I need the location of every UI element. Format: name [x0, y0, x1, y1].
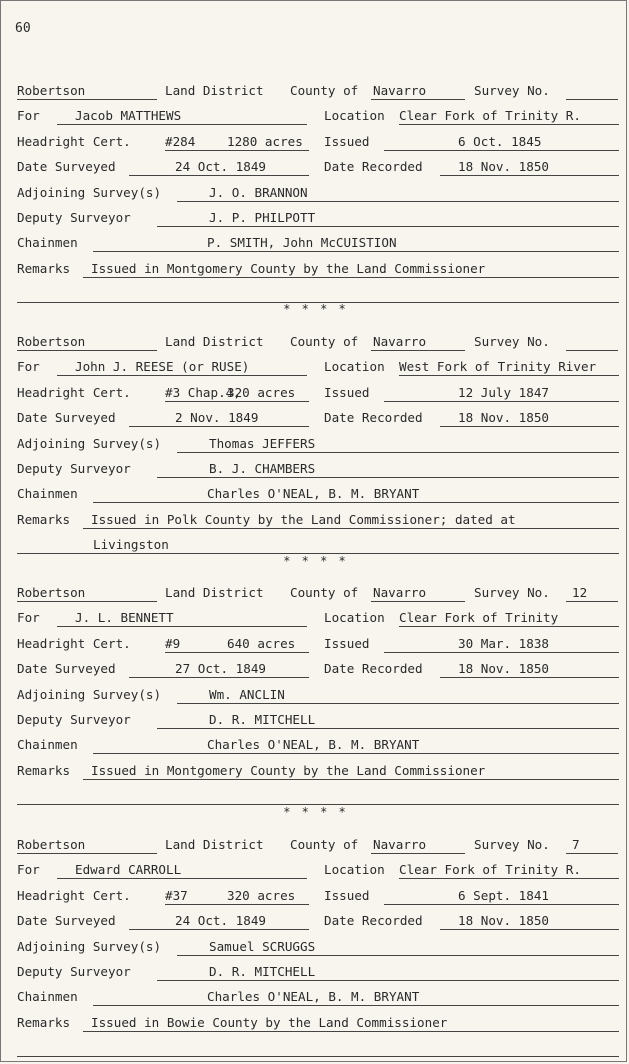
issued-line-value: 6 Oct. 1845 — [458, 133, 542, 149]
remarks-row — [17, 759, 619, 784]
county-label: County of — [290, 585, 359, 600]
deputy-row — [17, 457, 619, 482]
date-recorded-line-value: 18 Nov. 1850 — [458, 661, 549, 677]
issued-line — [384, 385, 619, 402]
district-label: Land District — [165, 585, 264, 600]
district-line-value: Robertson — [17, 837, 86, 852]
county-line-value: Navarro — [373, 83, 427, 98]
issued-label: Issued — [324, 133, 370, 149]
deputy-label: Deputy Surveyor — [17, 460, 131, 476]
chainmen-label: Chainmen — [17, 737, 78, 753]
date-recorded-line — [440, 159, 619, 176]
deputy-row — [17, 206, 619, 231]
district-label: Land District — [165, 837, 264, 852]
adjoining-label: Adjoining Survey(s) — [17, 938, 162, 954]
survey-no-line — [566, 334, 618, 351]
cert-number: #9 — [165, 635, 181, 651]
chainmen-row — [17, 231, 619, 256]
remarks-row — [17, 1011, 619, 1036]
adjoining-line-value: Samuel SCRUGGS — [209, 938, 316, 954]
survey-no-label: Survey No. — [474, 83, 550, 98]
cert-number: #3 Chap.4, — [165, 384, 241, 400]
issued-line — [384, 888, 619, 905]
adjoining-label: Adjoining Survey(s) — [17, 184, 162, 200]
location-line — [399, 108, 619, 125]
adjoining-row — [17, 181, 619, 206]
for-row — [17, 104, 619, 129]
for-row — [17, 355, 619, 380]
location-line-value: Clear Fork of Trinity R. — [399, 862, 581, 878]
deputy-line — [157, 461, 619, 478]
survey-record — [17, 833, 619, 1062]
adjoining-line — [177, 185, 619, 202]
cert-acres: 640 acres — [227, 635, 296, 651]
survey-record — [17, 79, 619, 308]
survey-record — [17, 330, 619, 559]
location-line — [399, 359, 619, 376]
for-line — [57, 610, 307, 627]
deputy-line-value: B. J. CHAMBERS — [209, 460, 316, 476]
location-line-value: Clear Fork of Trinity — [399, 610, 559, 626]
for-line — [57, 862, 307, 879]
survey-no-line-value: 12 — [572, 585, 588, 600]
for-line-value: John J. REESE (or RUSE) — [75, 359, 250, 375]
remarks-continuation-line — [17, 788, 619, 805]
dates-row — [17, 909, 619, 934]
remarks-line-value: Issued in Montgomery County by the Land Commissioner — [91, 260, 486, 276]
chainmen-line-value: Charles O'NEAL, B. M. BRYANT — [207, 989, 420, 1005]
adjoining-row — [17, 683, 619, 708]
district-label: Land District — [165, 83, 264, 98]
deputy-line-value: D. R. MITCHELL — [209, 711, 316, 727]
remarks-row — [17, 257, 619, 282]
remarks-line — [83, 512, 619, 529]
page-number: 60 — [15, 21, 31, 36]
for-row — [17, 858, 619, 883]
adjoining-line — [177, 687, 619, 704]
deputy-label: Deputy Surveyor — [17, 209, 131, 225]
district-line — [17, 83, 157, 100]
chainmen-row — [17, 985, 619, 1010]
district-line — [17, 837, 157, 854]
county-line — [371, 837, 465, 854]
issued-line — [384, 134, 619, 151]
adjoining-row — [17, 935, 619, 960]
location-label: Location — [324, 862, 385, 878]
deputy-row — [17, 960, 619, 985]
county-line — [371, 83, 465, 100]
record-separator: * * * * — [283, 805, 348, 819]
for-line-value: Jacob MATTHEWS — [75, 108, 182, 124]
district-line — [17, 334, 157, 351]
issued-line-value: 6 Sept. 1841 — [458, 887, 549, 903]
date-recorded-label: Date Recorded — [324, 159, 423, 175]
for-label: For — [17, 108, 40, 124]
adjoining-line-value: Wm. ANCLIN — [209, 686, 285, 702]
chainmen-line — [93, 486, 619, 503]
location-label: Location — [324, 108, 385, 124]
date-surveyed-label: Date Surveyed — [17, 410, 116, 426]
deputy-line — [157, 964, 619, 981]
location-line-value: Clear Fork of Trinity R. — [399, 108, 581, 124]
chainmen-line — [93, 235, 619, 252]
for-line-value: J. L. BENNETT — [75, 610, 174, 626]
dates-row — [17, 657, 619, 682]
remarks-row — [17, 508, 619, 533]
cert-acres: 1280 acres — [227, 133, 303, 149]
dates-row — [17, 155, 619, 180]
district-row — [17, 833, 619, 858]
chainmen-row — [17, 482, 619, 507]
deputy-line-value: D. R. MITCHELL — [209, 963, 316, 979]
date-recorded-label: Date Recorded — [324, 913, 423, 929]
deputy-line — [157, 712, 619, 729]
chainmen-line — [93, 737, 619, 754]
issued-label: Issued — [324, 635, 370, 651]
issued-line — [384, 636, 619, 653]
for-row — [17, 606, 619, 631]
date-surveyed-label: Date Surveyed — [17, 159, 116, 175]
county-label: County of — [290, 83, 359, 98]
district-row — [17, 581, 619, 606]
survey-no-line — [566, 585, 618, 602]
survey-no-line-value: 7 — [572, 837, 580, 852]
county-label: County of — [290, 837, 359, 852]
cert-acres: 320 acres — [227, 887, 296, 903]
cert-row — [17, 884, 619, 909]
chainmen-label: Chainmen — [17, 235, 78, 251]
chainmen-line-value: Charles O'NEAL, B. M. BRYANT — [207, 737, 420, 753]
record-separator: * * * * — [283, 302, 348, 316]
location-line-value: West Fork of Trinity River — [399, 359, 597, 375]
date-recorded-label: Date Recorded — [324, 661, 423, 677]
for-label: For — [17, 359, 40, 375]
for-line — [57, 359, 307, 376]
date-surveyed-label: Date Surveyed — [17, 913, 116, 929]
remarks-line — [83, 1015, 619, 1032]
county-line-value: Navarro — [373, 585, 427, 600]
adjoining-line-value: Thomas JEFFERS — [209, 435, 316, 451]
date-surveyed-line-value: 27 Oct. 1849 — [175, 661, 266, 677]
adjoining-line — [177, 436, 619, 453]
date-surveyed-line-value: 24 Oct. 1849 — [175, 913, 266, 929]
cert-acres: 320 acres — [227, 384, 296, 400]
issued-label: Issued — [324, 887, 370, 903]
survey-no-line — [566, 837, 618, 854]
county-line-value: Navarro — [373, 334, 427, 349]
date-recorded-label: Date Recorded — [324, 410, 423, 426]
cert-number: #284 — [165, 133, 196, 149]
date-recorded-line — [440, 661, 619, 678]
chainmen-label: Chainmen — [17, 486, 78, 502]
issued-line-value: 12 July 1847 — [458, 384, 549, 400]
remarks-line — [83, 763, 619, 780]
remarks-label: Remarks — [17, 511, 71, 527]
remarks-line-value: Issued in Bowie County by the Land Commissioner — [91, 1014, 448, 1030]
location-line — [399, 862, 619, 879]
remarks-label: Remarks — [17, 762, 71, 778]
chainmen-line-value: Charles O'NEAL, B. M. BRYANT — [207, 486, 420, 502]
remarks-continuation-line — [17, 1040, 619, 1057]
survey-record — [17, 581, 619, 810]
date-surveyed-label: Date Surveyed — [17, 661, 116, 677]
date-surveyed-line — [129, 410, 309, 427]
deputy-row — [17, 708, 619, 733]
cert-label: Headright Cert. — [17, 635, 131, 651]
for-label: For — [17, 610, 40, 626]
survey-no-label: Survey No. — [474, 585, 550, 600]
for-line-value: Edward CARROLL — [75, 862, 182, 878]
survey-no-label: Survey No. — [474, 837, 550, 852]
cert-row — [17, 381, 619, 406]
date-surveyed-line-value: 24 Oct. 1849 — [175, 159, 266, 175]
date-surveyed-line — [129, 159, 309, 176]
cert-number: #37 — [165, 887, 188, 903]
deputy-label: Deputy Surveyor — [17, 963, 131, 979]
county-label: County of — [290, 334, 359, 349]
issued-label: Issued — [324, 384, 370, 400]
adjoining-label: Adjoining Survey(s) — [17, 435, 162, 451]
adjoining-label: Adjoining Survey(s) — [17, 686, 162, 702]
remarks-line-value: Issued in Montgomery County by the Land Commissioner — [91, 762, 486, 778]
chainmen-line — [93, 989, 619, 1006]
date-recorded-line-value: 18 Nov. 1850 — [458, 913, 549, 929]
remarks-continuation-line-value: Livingston — [93, 537, 169, 553]
county-line-value: Navarro — [373, 837, 427, 852]
remarks-continuation-line — [17, 537, 619, 554]
date-recorded-line-value: 18 Nov. 1850 — [458, 159, 549, 175]
location-line — [399, 610, 619, 627]
district-line — [17, 585, 157, 602]
cert-label: Headright Cert. — [17, 887, 131, 903]
date-surveyed-line-value: 2 Nov. 1849 — [175, 410, 259, 426]
remarks-continuation-row — [17, 1036, 619, 1061]
district-row — [17, 79, 619, 104]
chainmen-row — [17, 733, 619, 758]
chainmen-line-value: P. SMITH, John McCUISTION — [207, 235, 397, 251]
cert-label: Headright Cert. — [17, 133, 131, 149]
remarks-continuation-line — [17, 286, 619, 303]
record-separator: * * * * — [283, 554, 348, 568]
issued-line-value: 30 Mar. 1838 — [458, 635, 549, 651]
cert-label: Headright Cert. — [17, 384, 131, 400]
district-line-value: Robertson — [17, 585, 86, 600]
remarks-label: Remarks — [17, 260, 71, 276]
survey-no-label: Survey No. — [474, 334, 550, 349]
county-line — [371, 334, 465, 351]
date-surveyed-line — [129, 661, 309, 678]
dates-row — [17, 406, 619, 431]
deputy-line — [157, 210, 619, 227]
chainmen-label: Chainmen — [17, 989, 78, 1005]
district-label: Land District — [165, 334, 264, 349]
remarks-line — [83, 261, 619, 278]
remarks-label: Remarks — [17, 1014, 71, 1030]
cert-row — [17, 130, 619, 155]
date-recorded-line — [440, 410, 619, 427]
for-line — [57, 108, 307, 125]
survey-no-line — [566, 83, 618, 100]
remarks-line-value: Issued in Polk County by the Land Commissioner; dated at — [91, 511, 516, 527]
location-label: Location — [324, 610, 385, 626]
district-row — [17, 330, 619, 355]
county-line — [371, 585, 465, 602]
date-recorded-line — [440, 913, 619, 930]
for-label: For — [17, 862, 40, 878]
district-line-value: Robertson — [17, 334, 86, 349]
district-line-value: Robertson — [17, 83, 86, 98]
adjoining-line-value: J. O. BRANNON — [209, 184, 308, 200]
deputy-label: Deputy Surveyor — [17, 711, 131, 727]
adjoining-row — [17, 432, 619, 457]
location-label: Location — [324, 359, 385, 375]
date-recorded-line-value: 18 Nov. 1850 — [458, 410, 549, 426]
cert-row — [17, 632, 619, 657]
deputy-line-value: J. P. PHILPOTT — [209, 209, 316, 225]
date-surveyed-line — [129, 913, 309, 930]
adjoining-line — [177, 939, 619, 956]
